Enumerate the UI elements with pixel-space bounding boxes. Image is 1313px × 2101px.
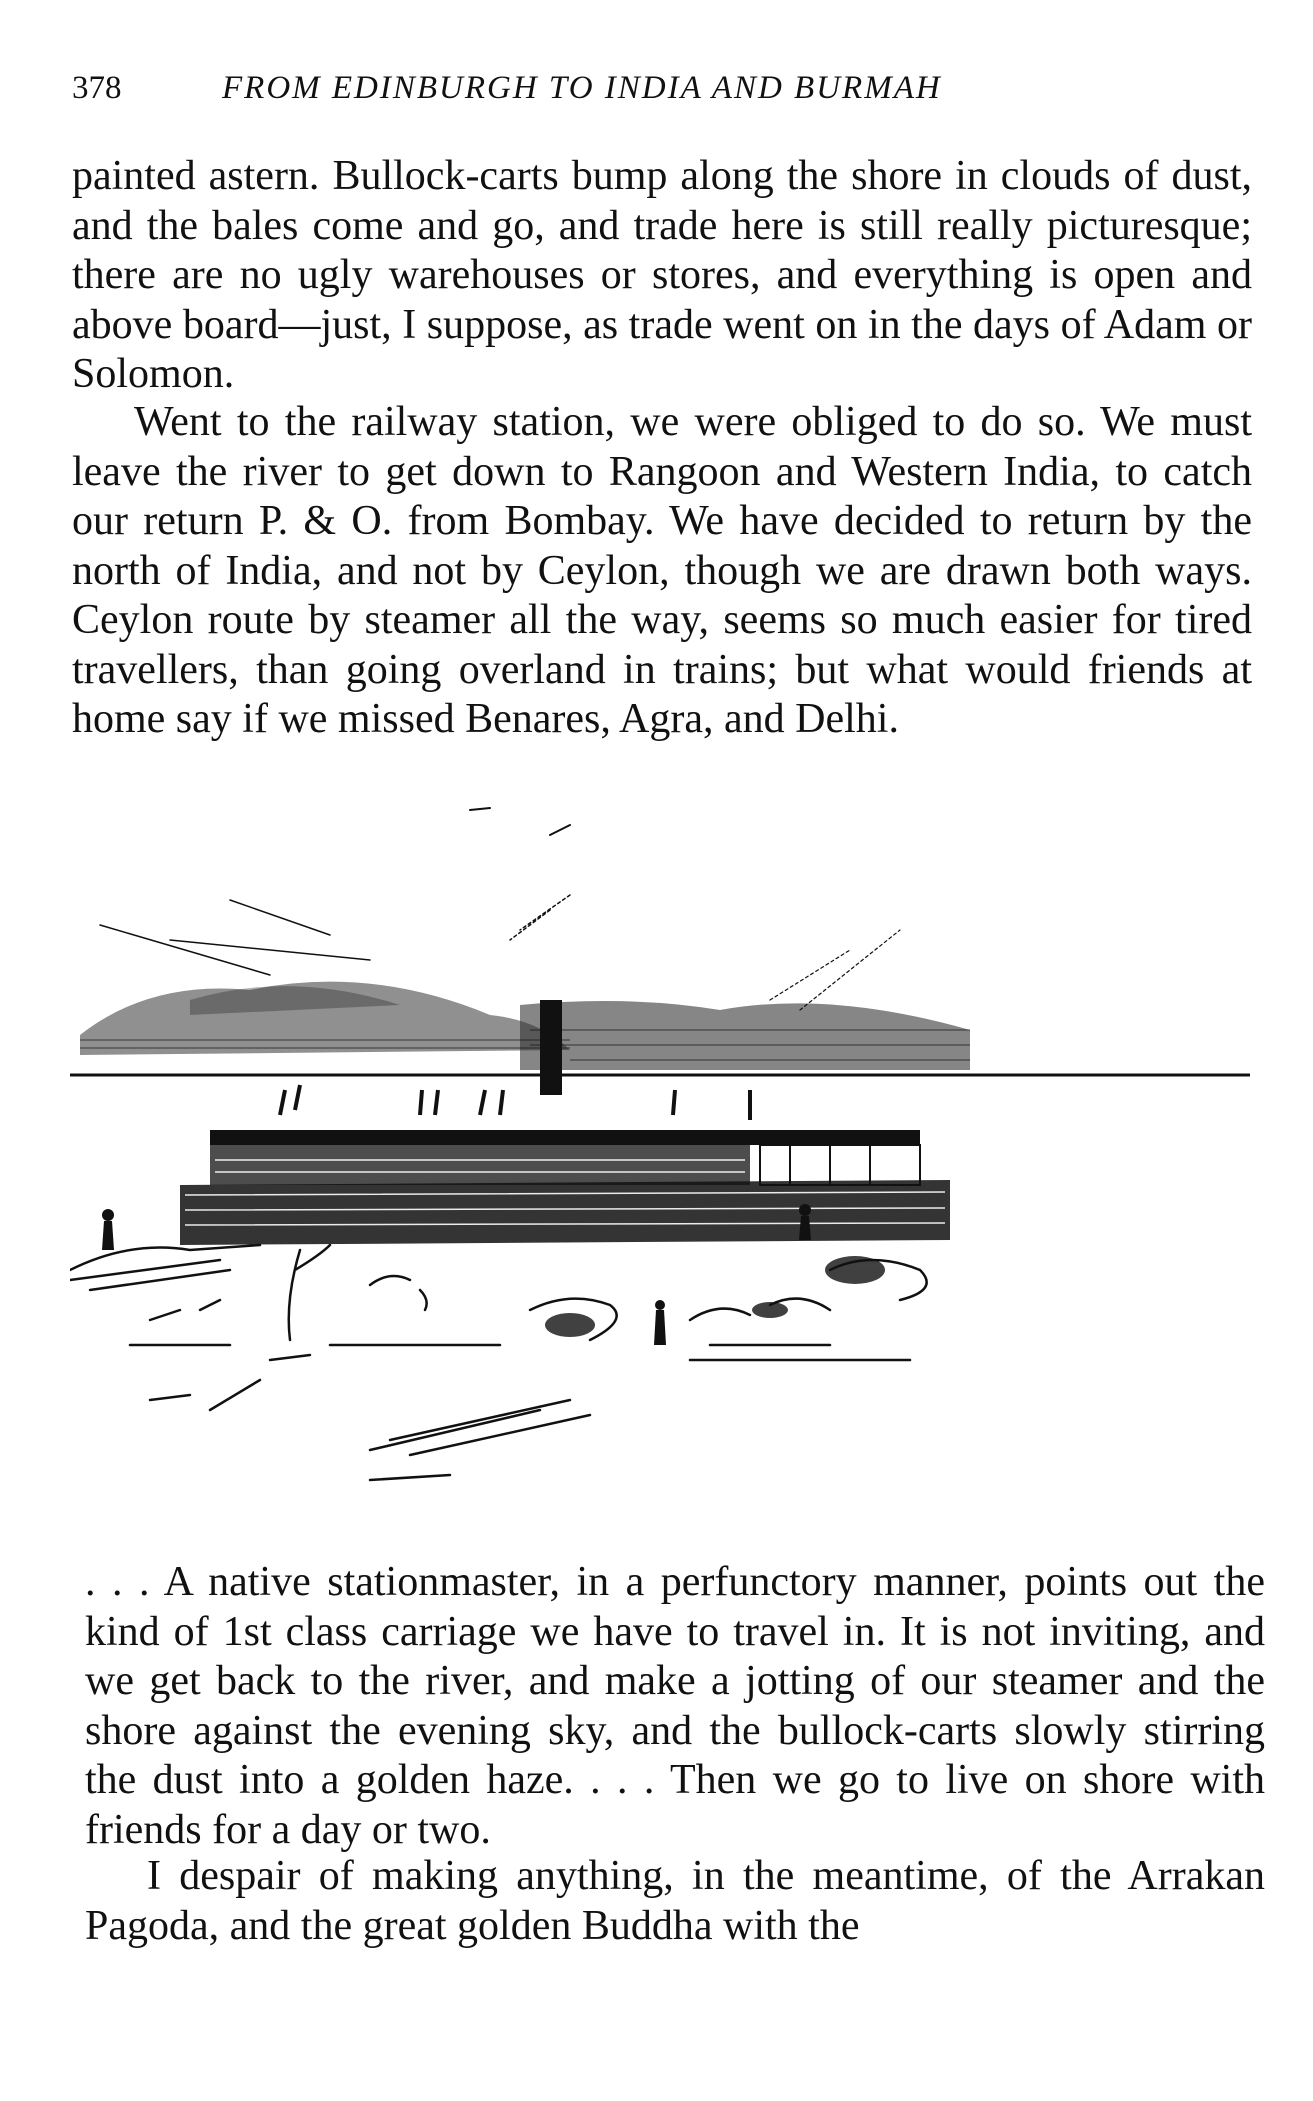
running-title: FROM EDINBURGH TO INDIA AND BURMAH bbox=[222, 70, 942, 106]
paragraph-3: . . . A native stationmaster, in a perfunctory manner, points out the kind of 1st class carriage we have to travel in. It is not inviting, and we get back to the river, and make a jotting of our steamer and the shore against the evening sky, and the bullock-carts slowly stirring the dust into a golden haze. . . . Then we go to live on shore with friends for a day or two. bbox=[85, 1559, 1265, 1853]
paragraph-1: painted astern. Bullock-carts bump along the shore in clouds of dust, and the bales come and go, and trade here is still really picturesque; there are no ugly warehouses or stores, and everything is open and above board—just, I suppose, as trade went on in the days of Adam or Solomon. bbox=[72, 153, 1252, 397]
running-header bbox=[72, 70, 1252, 114]
paragraph-4: I despair of making anything, in the meantime, of the Arrakan Pagoda, and the great golden Buddha with the bbox=[85, 1853, 1265, 1949]
paragraph-2: Went to the railway station, we were obliged to do so. We must leave the river to get down to Rangoon and Western India, to catch our return P. & O. from Bombay. We have decided to return by the north of India, and not by Ceylon, though we are drawn both ways. Ceylon route by steamer all the way, seems so much easier for tired travellers, than going overland in trains; but what would friends at home say if we missed Benares, Agra, and Delhi. bbox=[72, 399, 1252, 742]
steamer-shore-illustration bbox=[70, 800, 1260, 1560]
page-number: 378 bbox=[72, 70, 122, 106]
